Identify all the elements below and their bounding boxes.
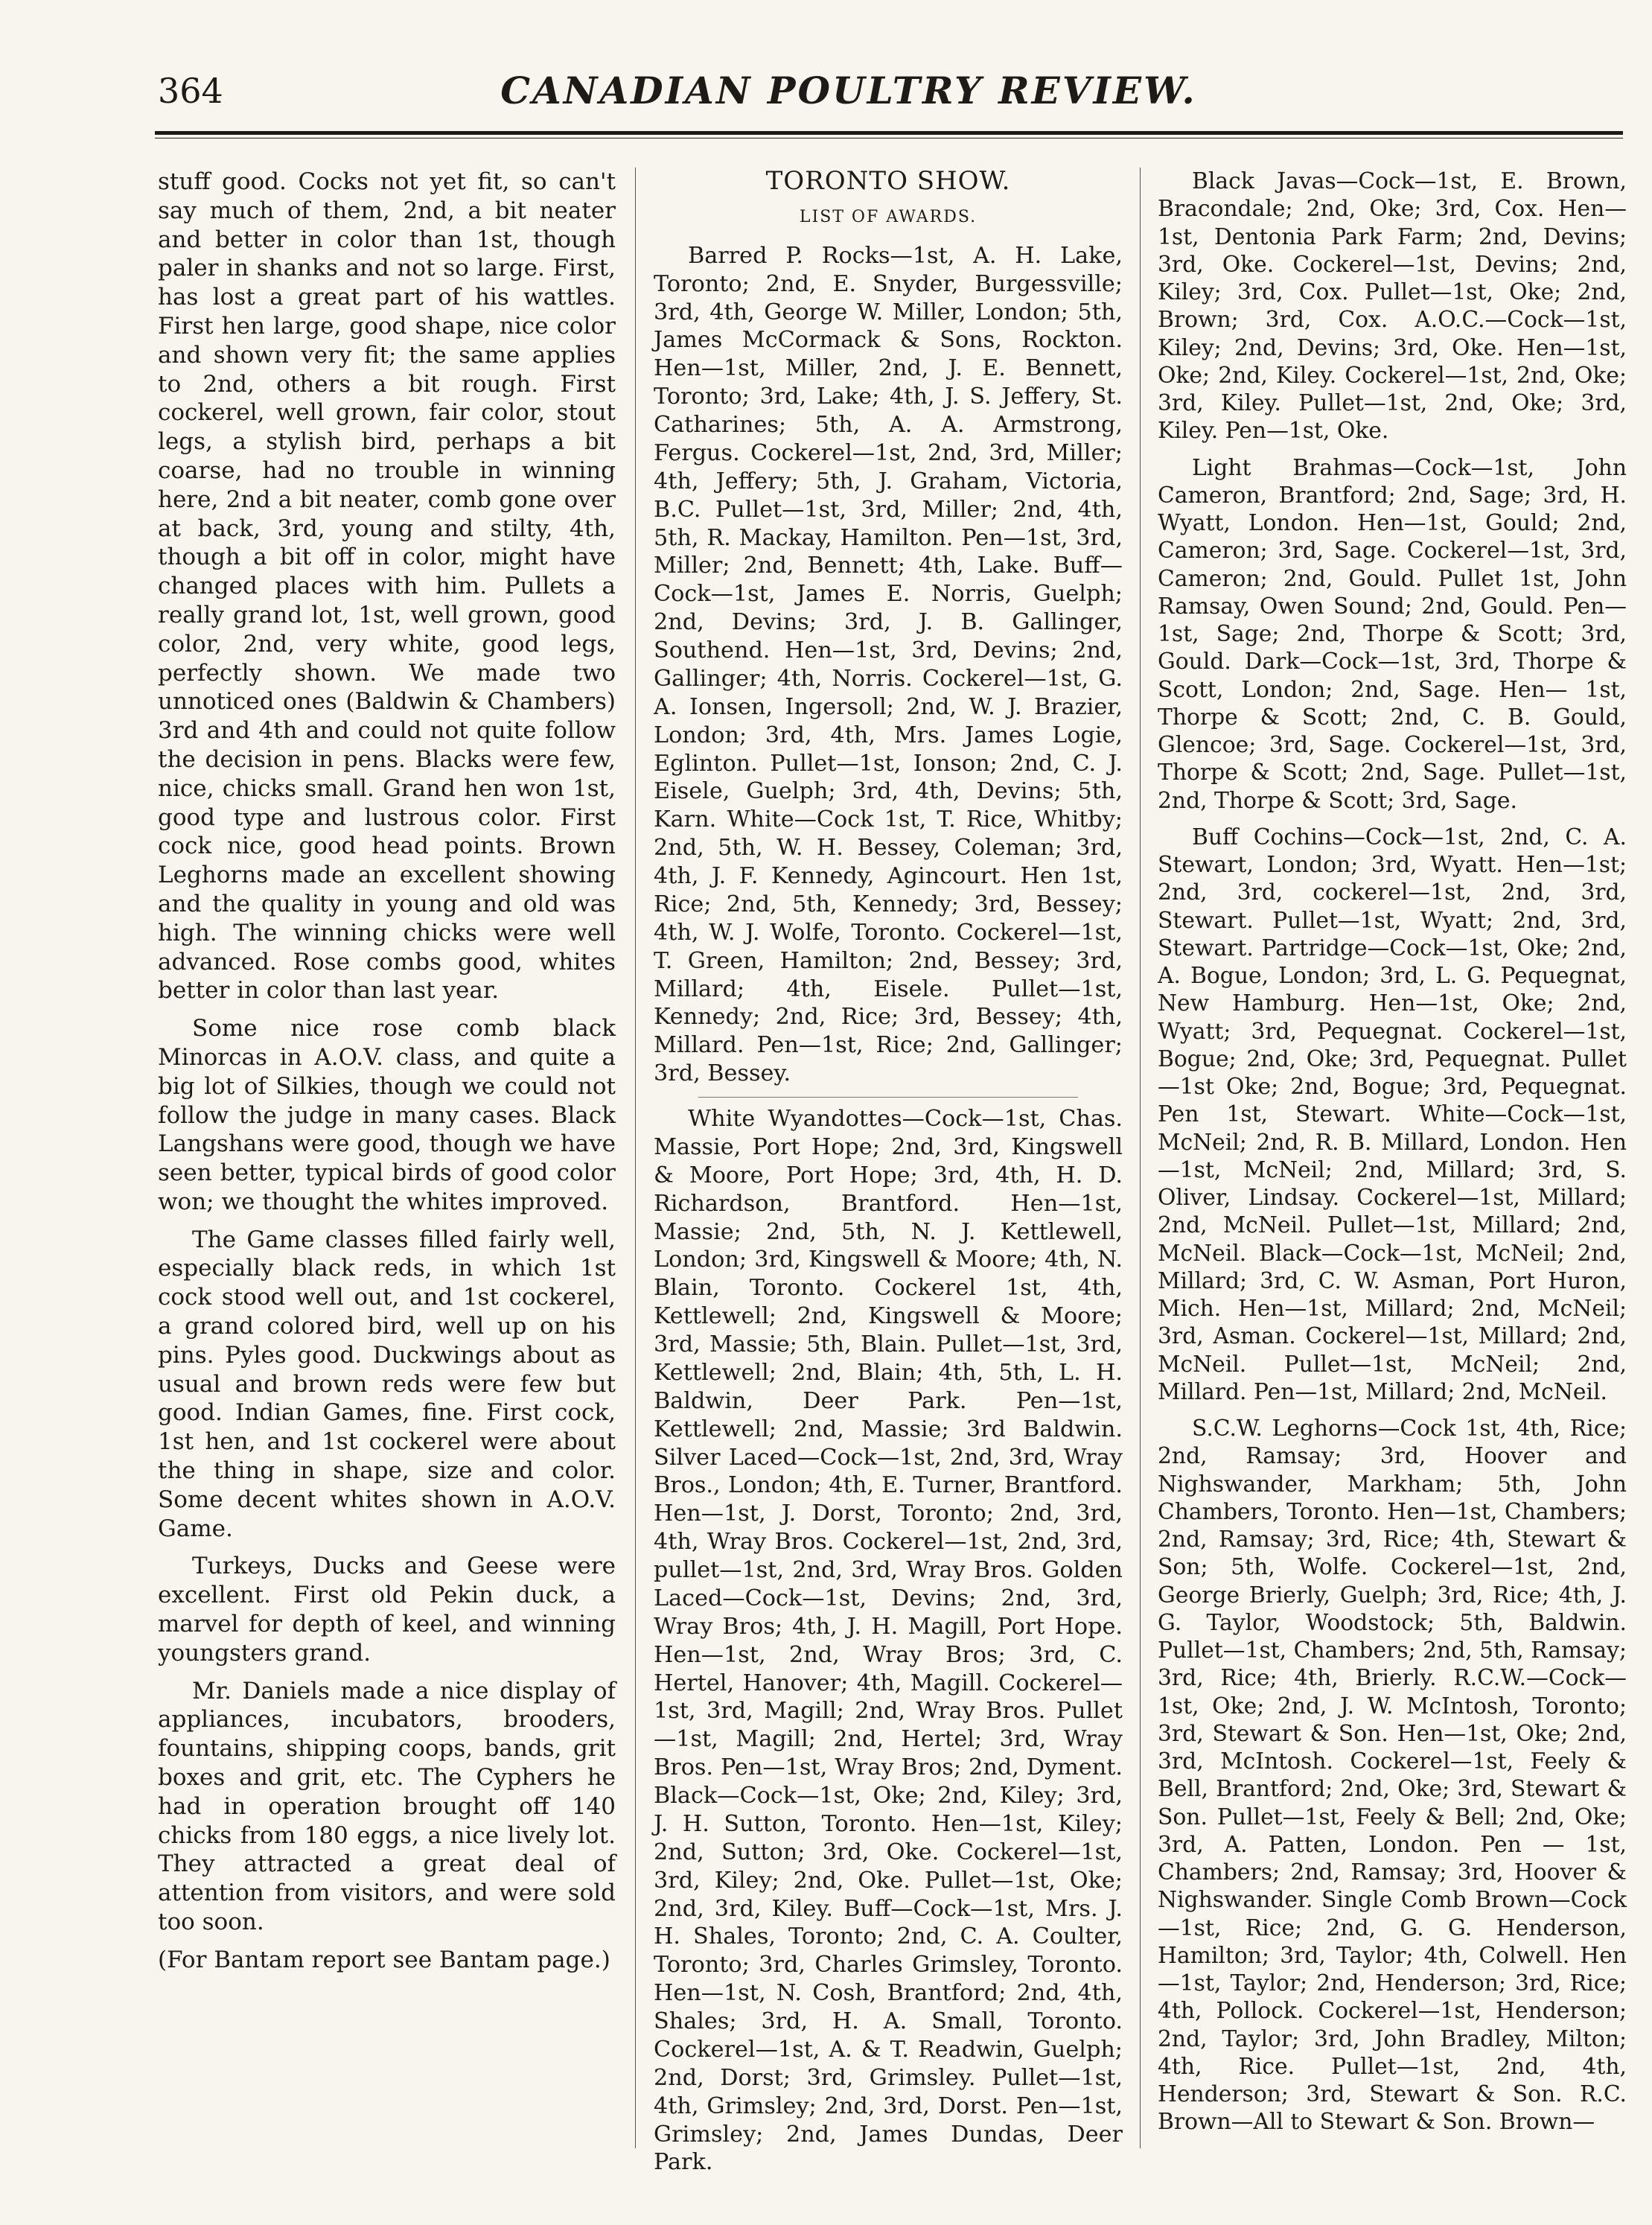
- column-left: [158, 168, 616, 1984]
- paragraph: (For Bantam report see Bantam page.): [158, 1946, 610, 1973]
- paragraph-divider: [698, 1097, 1078, 1098]
- page-number: 364: [158, 71, 223, 111]
- paragraph: Some nice rose comb black Minorcas in A.O.V. class, and quite a big lot of Silkies, though we could not follow the judge in many cases. Black Langshans were good, though we have seen better, typical birds of good color won; we thought the whites improved.: [158, 1015, 616, 1215]
- column-middle: [654, 168, 1123, 2186]
- section-subtitle: LIST OF AWARDS.: [799, 207, 978, 226]
- column-divider: [1140, 168, 1141, 2148]
- paragraph: stuff good. Cocks not yet fit, so can't say much of them, 2nd, a bit neater and better in color than 1st, though paler in shanks and not so large. First, has lost a great part of his wattles. First hen large, good shape, nice color and shown very fit; the same applies to 2nd, others a bit rough. First cockerel, well grown, fair color, stout legs, a stylish bird, perhaps a bit coarse, had no trouble in winning here, 2nd a bit neater, comb gone over at back, 3rd, young and stilty, 4th, though a bit off in color, might have changed places with him. Pullets a really grand lot, 1st, well grown, good color, 2nd, very white, good legs, perfectly shown. We made two unnoticed ones (Baldwin & Chambers) 3rd and 4th and could not quite follow the decision in pens. Blacks were few, nice, chicks small. Grand hen won 1st, good type and lustrous color. First cock nice, good head points. Brown Leghorns made an excellent showing and the quality in young and old was high. The winning chicks were well advanced. Rose combs good, whites better in color than last year.: [158, 168, 616, 1005]
- paragraph: Light Brahmas—Cock—1st, John Cameron, Brantford; 2nd, Sage; 3rd, H. Wyatt, London. Hen—1st, Gould; 2nd, Cameron; 3rd, Sage. Cockerel—1st, 3rd, Cameron; 2nd, Gould. Pullet 1st, John Ramsay, Owen Sound; 2nd, Gould. Pen—1st, Sage; 2nd, Thorpe & Scott; 3rd, Gould. Dark—Cock—1st, 3rd, Thorpe & Scott, London; 2nd, Sage. Hen— 1st, Thorpe & Scott; 2nd, C. B. Gould, Glencoe; 3rd, Sage. Cockerel—1st, 3rd, Thorpe & Scott; 2nd, Sage. Pullet—1st, 2nd, Thorpe & Scott; 3rd, Sage.: [1158, 454, 1627, 814]
- column-divider: [635, 168, 636, 2148]
- page-header: [0, 0, 1652, 149]
- column-right: [1158, 168, 1627, 2145]
- paragraph: Turkeys, Ducks and Geese were excellent. First old Pekin duck, a marvel for depth of keel, and winning youngsters grand.: [158, 1553, 616, 1667]
- section-title: TORONTO SHOW.: [765, 166, 1011, 196]
- paragraph: Buff Cochins—Cock—1st, 2nd, C. A. Stewart, London; 3rd, Wyatt. Hen—1st; 2nd, 3rd, cockerel—1st, 2nd, 3rd, Stewart. Pullet—1st, Wyatt; 2nd, 3rd, Stewart. Partridge—Cock—1st, Oke; 2nd, A. Bogue, London; 3rd, L. G. Pequegnat, New Hamburg. Hen—1st, Oke; 2nd, Wyatt; 3rd, Pequegnat. Cockerel—1st, Bogue; 2nd, Oke; 3rd, Pequegnat. Pullet—1st Oke; 2nd, Bogue; 3rd, Pequegnat. Pen 1st, Stewart. White—Cock—1st, McNeil; 2nd, R. B. Millard, London. Hen—1st, McNeil; 2nd, Millard; 3rd, S. Oliver, Lindsay. Cockerel—1st, Millard; 2nd, McNeil. Pullet—1st, Millard; 2nd, McNeil. Black—Cock—1st, McNeil; 2nd, Millard; 3rd, C. W. Asman, Port Huron, Mich. Hen—1st, Millard; 2nd, McNeil; 3rd, Asman. Cockerel—1st, Millard; 2nd, McNeil. Pullet—1st, McNeil; 2nd, Millard. Pen—1st, Millard; 2nd, McNeil.: [1158, 824, 1627, 1405]
- paragraph: White Wyandottes—Cock—1st, Chas. Massie, Port Hope; 2nd, 3rd, Kingswell & Moore, Port Hope; 3rd, 4th, H. D. Richardson, Brantford. Hen—1st, Massie; 2nd, 5th, N. J. Kettlewell, London; 3rd, Kingswell & Moore; 4th, N. Blain, Toronto. Cockerel 1st, 4th, Kettlewell; 2nd, Kingswell & Moore; 3rd, Massie; 5th, Blain. Pullet—1st, 3rd, Kettlewell; 2nd, Blain; 4th, 5th, L. H. Baldwin, Deer Park. Pen—1st, Kettlewell; 2nd, Massie; 3rd Baldwin. Silver Laced—Cock—1st, 2nd, 3rd, Wray Bros., London; 4th, E. Turner, Brantford. Hen—1st, J. Dorst, Toronto; 2nd, 3rd, 4th, Wray Bros. Cockerel—1st, 2nd, 3rd, pullet—1st, 2nd, 3rd, Wray Bros. Golden Laced—Cock—1st, Devins; 2nd, 3rd, Wray Bros; 4th, J. H. Magill, Port Hope. Hen—1st, 2nd, Wray Bros; 3rd, C. Hertel, Hanover; 4th, Magill. Cockerel—1st, 3rd, Magill; 2nd, Wray Bros. Pullet—1st, Magill; 2nd, Hertel; 3rd, Wray Bros. Pen—1st, Wray Bros; 2nd, Dyment. Black—Cock—1st, Oke; 2nd, Kiley; 3rd, J. H. Sutton, Toronto. Hen—1st, Kiley; 2nd, Sutton; 3rd, Oke. Cockerel—1st, 3rd, Kiley; 2nd, Oke. Pullet—1st, Oke; 2nd, 3rd, Kiley. Buff—Cock—1st, Mrs. J. H. Shales, Toronto; 2nd, C. A. Coulter, Toronto; 3rd, Charles Grimsley, Toronto. Hen—1st, N. Cosh, Brantford; 2nd, 4th, Shales; 3rd, H. A. Small, Toronto. Cockerel—1st, A. & T. Readwin, Guelph; 2nd, Dorst; 3rd, Grimsley. Pullet—1st, 4th, Grimsley; 2nd, 3rd, Dorst. Pen—1st, Grimsley; 2nd, James Dundas, Deer Park.: [654, 1106, 1123, 2176]
- paragraph: S.C.W. Leghorns—Cock 1st, 4th, Rice; 2nd, Ramsay; 3rd, Hoover and Nighswander, Markham; 5th, John Chambers, Toronto. Hen—1st, Chambers; 2nd, Ramsay; 3rd, Rice; 4th, Stewart & Son; 5th, Wolfe. Cockerel—1st, 2nd, George Brierly, Guelph; 3rd, Rice; 4th, J. G. Taylor, Woodstock; 5th, Baldwin. Pullet—1st, Chambers; 2nd, 5th, Ramsay; 3rd, Rice; 4th, Brierly. R.C.W.—Cock—1st, Oke; 2nd, J. W. McIntosh, Toronto; 3rd, Stewart & Son. Hen—1st, Oke; 2nd, 3rd, McIntosh. Cockerel—1st, Feely & Bell, Brantford; 2nd, Oke; 3rd, Stewart & Son. Pullet—1st, Feely & Bell; 2nd, Oke; 3rd, A. Patten, London. Pen — 1st, Chambers; 2nd, Ramsay; 3rd, Hoover & Nighswander. Single Comb Brown—Cock—1st, Rice; 2nd, G. G. Henderson, Hamilton; 3rd, Taylor; 4th, Colwell. Hen—1st, Taylor; 2nd, Henderson; 3rd, Rice; 4th, Pollock. Cockerel—1st, Henderson; 2nd, Taylor; 3rd, John Bradley, Milton; 4th, Rice. Pullet—1st, 2nd, 4th, Henderson; 3rd, Stewart & Son. R.C. Brown—All to Stewart & Son. Brown—: [1158, 1416, 1627, 2136]
- paragraph: Mr. Daniels made a nice display of appliances, incubators, brooders, fountains, shipping coops, bands, grit boxes and grit, etc. The Cyphers he had in operation brought off 140 chicks from 180 eggs, a nice lively lot. They attracted a great deal of attention from visitors, and were sold too soon.: [158, 1677, 616, 1936]
- running-title: CANADIAN POULTRY REVIEW.: [500, 69, 1197, 112]
- header-rule-thin: [155, 138, 1623, 139]
- paragraph: The Game classes filled fairly well, especially black reds, in which 1st cock stood well out, and 1st cockerel, a grand colored bird, well up on his pins. Pyles good. Duckwings about as usual and brown reds were few but good. Indian Games, fine. First cock, 1st hen, and 1st cockerel were about the thing in shape, size and color. Some decent whites shown in A.O.V. Game.: [158, 1226, 616, 1542]
- paragraph: Black Javas—Cock—1st, E. Brown, Bracondale; 2nd, Oke; 3rd, Cox. Hen—1st, Dentonia Park Farm; 2nd, Devins; 3rd, Oke. Cockerel—1st, Devins; 2nd, Kiley; 3rd, Cox. Pullet—1st, Oke; 2nd, Brown; 3rd, Cox. A.O.C.—Cock—1st, Kiley; 2nd, Devins; 3rd, Oke. Hen—1st, Oke; 2nd, Kiley. Cockerel—1st, 2nd, Oke; 3rd, Kiley. Pullet—1st, 2nd, Oke; 3rd, Kiley. Pen—1st, Oke.: [1158, 168, 1627, 445]
- paragraph: Barred P. Rocks—1st, A. H. Lake, Toronto; 2nd, E. Snyder, Burgessville; 3rd, 4th, George W. Miller, London; 5th, James McCormack & Sons, Rockton. Hen—1st, Miller, 2nd, J. E. Bennett, Toronto; 3rd, Lake; 4th, J. S. Jeffery, St. Catharines; 5th, A. A. Armstrong, Fergus. Cockerel—1st, 2nd, 3rd, Miller; 4th, Jeffery; 5th, J. Graham, Victoria, B.C. Pullet—1st, 3rd, Miller; 2nd, 4th, 5th, R. Mackay, Hamilton. Pen—1st, 3rd, Miller; 2nd, Bennett; 4th, Lake. Buff—Cock—1st, James E. Norris, Guelph; 2nd, Devins; 3rd, J. B. Gallinger, Southend. Hen—1st, 3rd, Devins; 2nd, Gallinger; 4th, Norris. Cockerel—1st, G. A. Ionsen, Ingersoll; 2nd, W. J. Brazier, London; 3rd, 4th, Mrs. James Logie, Eglinton. Pullet—1st, Ionson; 2nd, C. J. Eisele, Guelph; 3rd, 4th, Devins; 5th, Karn. White—Cock 1st, T. Rice, Whitby; 2nd, 5th, W. H. Bessey, Coleman; 3rd, 4th, J. F. Kennedy, Agincourt. Hen 1st, Rice; 2nd, 5th, Kennedy; 3rd, Bessey; 4th, W. J. Wolfe, Toronto. Cockerel—1st, T. Green, Hamilton; 2nd, Bessey; 3rd, Millard; 4th, Eisele. Pullet—1st, Kennedy; 2nd, Rice; 3rd, Bessey; 4th, Millard. Pen—1st, Rice; 2nd, Gallinger; 3rd, Bessey.: [654, 242, 1123, 1087]
- header-rule: [155, 131, 1623, 135]
